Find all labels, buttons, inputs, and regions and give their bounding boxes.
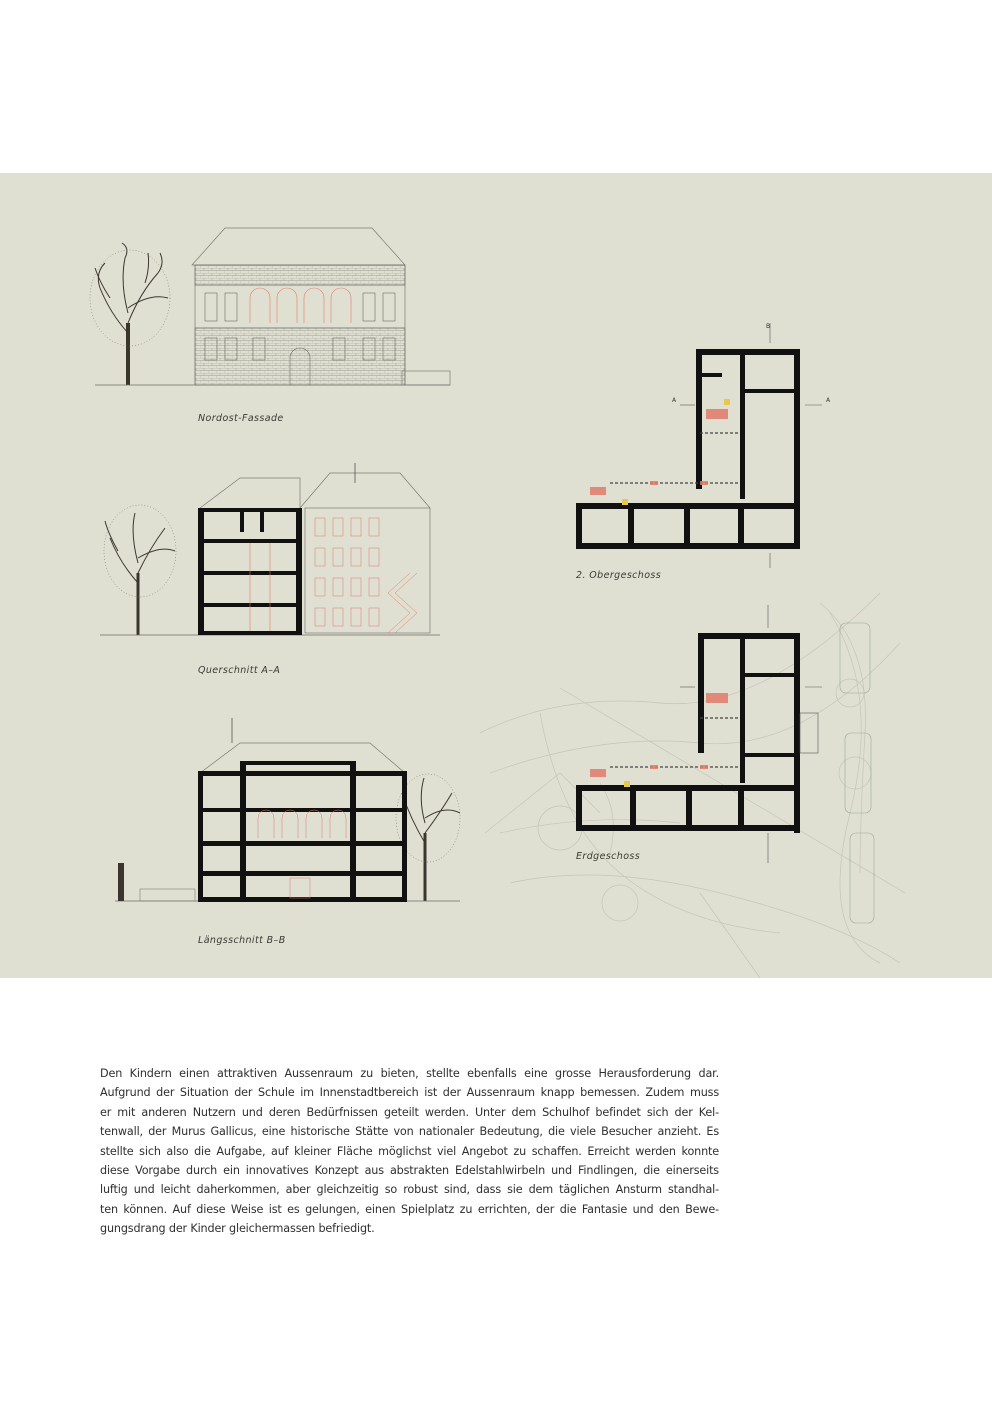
site-vegetation xyxy=(840,623,874,923)
architectural-drawings xyxy=(0,173,992,978)
caption-querschnitt: Querschnitt A–A xyxy=(198,665,281,676)
body-line: er mit anderen Nutzern und deren Bedürfnissen geteilt werden. Unter dem Schulhof befindet sich der Kel- xyxy=(100,1105,719,1119)
body-paragraph xyxy=(100,1064,719,1239)
obergeschoss-marker-b: B xyxy=(766,323,771,330)
body-line: ten können. Auf diese Weise ist es gelungen, einen Spielplatz zu errichten, der die Fantasie und den Bewe- xyxy=(100,1202,719,1216)
nordost-facade xyxy=(192,228,450,385)
obergeschoss-marker-a-left: A xyxy=(672,397,677,404)
caption-nordost-fassade: Nordost-Fassade xyxy=(198,413,284,424)
body-line: luftig und leicht daherkommen, aber gleichzeitig so robust sind, dass sie dem täglichen Ansturm standhal- xyxy=(100,1183,719,1197)
querschnitt-a-a xyxy=(198,463,430,635)
body-line: Aufgrund der Situation der Schule im Innenstadtbereich ist der Aussenraum knapp bemessen. Zudem muss xyxy=(100,1086,719,1100)
body-line: diese Vorgabe durch ein innovatives Konzept aus abstrakten Edelstahlwirbeln und Findlingen, die einerseits xyxy=(100,1164,719,1178)
querschnitt-tree xyxy=(104,505,176,635)
laengsschnitt-wall-post xyxy=(118,863,124,901)
obergeschoss-marker-a-right: A xyxy=(826,397,831,404)
erdgeschoss-plan xyxy=(576,605,822,863)
caption-erdgeschoss: Erdgeschoss xyxy=(576,851,641,862)
caption-obergeschoss: 2. Obergeschoss xyxy=(576,570,662,581)
nordost-facade-tree xyxy=(90,243,170,385)
laengsschnitt-fence xyxy=(140,889,195,901)
caption-laengsschnitt: Längsschnitt B–B xyxy=(198,935,286,946)
laengsschnitt-b-b xyxy=(198,718,407,902)
drawing-plate xyxy=(0,173,992,978)
body-line: tenwall, der Murus Gallicus, eine historische Stätte von nationaler Bedeutung, die viele Besucher anzieht. Es xyxy=(100,1125,719,1139)
obergeschoss-plan xyxy=(576,323,822,568)
body-line: gungsdrang der Kinder gleichermassen befriedigt. xyxy=(100,1222,375,1236)
body-line: stellte sich also die Aufgabe, auf kleiner Fläche möglichst viel Angebot zu schaffen. Erreicht werden konnte xyxy=(100,1144,719,1158)
body-line: Den Kindern einen attraktiven Aussenraum zu bieten, stellte ebenfalls eine grosse Herausforderung dar. xyxy=(100,1067,719,1080)
